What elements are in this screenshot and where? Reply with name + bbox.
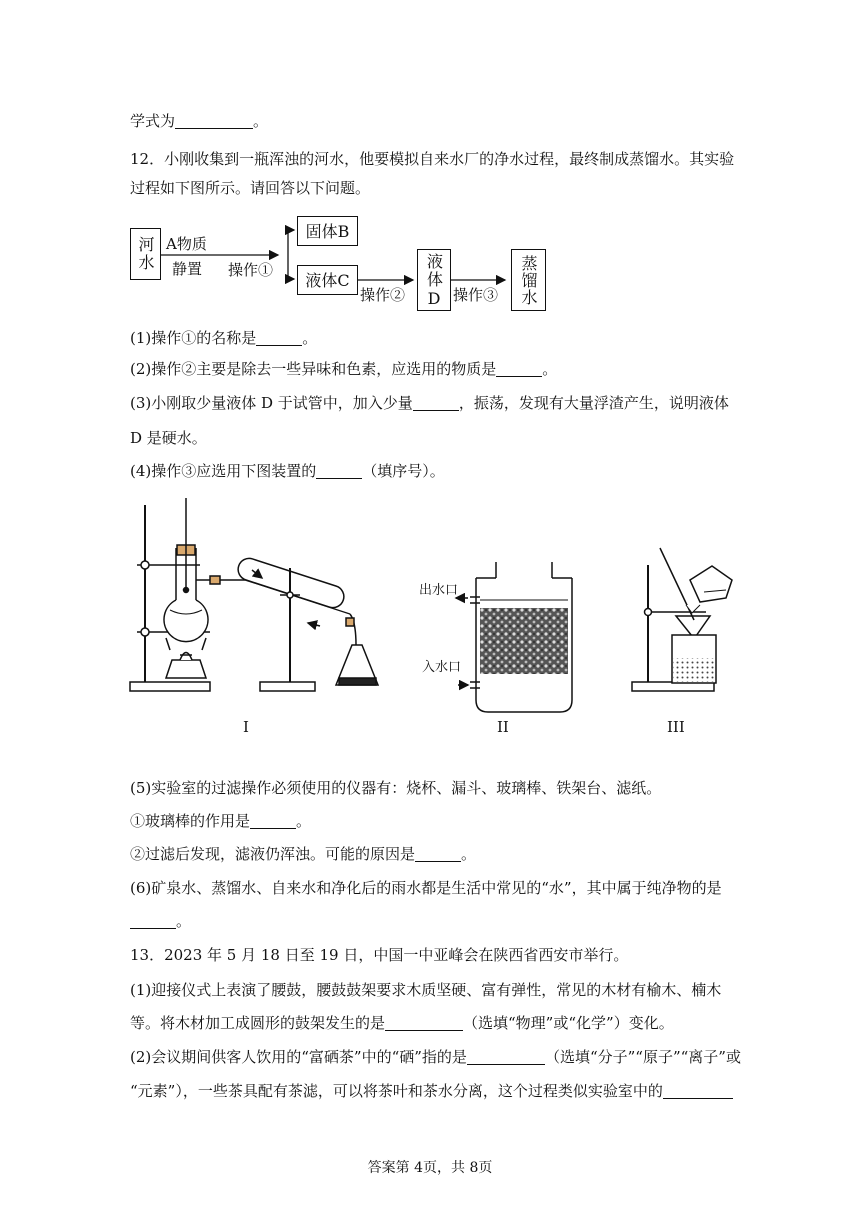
question-12-4: (4)操作③应选用下图装置的 （填序号）。 bbox=[130, 462, 445, 480]
filtration-apparatus bbox=[632, 548, 732, 691]
question-12-6: (6)矿泉水、蒸馏水、自来水和净化后的雨水都是生活中常见的“水”，其中属于纯净物的是 bbox=[130, 879, 722, 897]
question-12-2: (2)操作②主要是除去一些异味和色素，应选用的物质是 。 bbox=[130, 360, 558, 378]
question-13-1-cont: 等。将木材加工成圆形的鼓架发生的是 （选填“物理”或“化学”）变化。 bbox=[130, 1014, 674, 1032]
question-13-1: (1)迎接仪式上表演了腰鼓，腰鼓鼓架要求木质坚硬、富有弹性，常见的木材有榆木、楠木 bbox=[130, 981, 722, 999]
question-12-intro-cont: 过程如下图所示。请回答以下问题。 bbox=[130, 179, 371, 197]
question-13-2-cont: “元素”），一些茶具配有茶滤，可以将茶叶和茶水分离，这个过程类似实验室中的 bbox=[130, 1081, 733, 1101]
question-12-5: (5)实验室的过滤操作必须使用的仪器有：烧杯、漏斗、玻璃棒、铁架台、滤纸。 bbox=[130, 779, 662, 797]
answer-blank[interactable] bbox=[250, 813, 296, 829]
answer-blank[interactable] bbox=[415, 846, 461, 862]
box-liquid-c: 液体C bbox=[297, 265, 358, 295]
question-12-1: (1)操作①的名称是 。 bbox=[130, 329, 318, 347]
label-apparatus-3: III bbox=[667, 718, 685, 736]
page-footer: 答案第 4页，共 8页 bbox=[367, 1160, 493, 1176]
box-solid-b: 固体B bbox=[297, 216, 358, 246]
question-13-intro: 13．2023 年 5 月 18 日至 19 日，中国一中亚峰会在陕西省西安市举行。 bbox=[130, 946, 629, 964]
label-inlet: 入水口 bbox=[422, 660, 462, 675]
question-12-intro: 12．小刚收集到一瓶浑浊的河水，他要模拟自来水厂的净水过程，最终制成蒸馏水。其实验 bbox=[130, 150, 735, 168]
distillation-apparatus bbox=[130, 498, 378, 691]
label-op1: 操作① bbox=[228, 261, 274, 279]
label-a-substance: A物质 bbox=[166, 235, 207, 253]
answer-blank[interactable] bbox=[467, 1049, 545, 1065]
box-liquid-d: 液体 D bbox=[417, 249, 451, 311]
label-op2: 操作② bbox=[360, 286, 406, 304]
question-12-5-2: ②过滤后发现，滤液仍浑浊。可能的原因是 。 bbox=[130, 845, 477, 863]
text-line-formula: 学式为 。 bbox=[130, 112, 269, 130]
label-apparatus-2: II bbox=[497, 718, 509, 736]
answer-blank[interactable] bbox=[130, 913, 176, 929]
question-13-2: (2)会议期间供客人饮用的“富硒茶”中的“硒”指的是 （选填“分子”“原子”“离子”或 bbox=[130, 1048, 741, 1066]
label-outlet: 出水口 bbox=[419, 583, 459, 598]
question-12-6-cont: 。 bbox=[130, 911, 191, 931]
question-12-3-cont: D 是硬水。 bbox=[130, 429, 207, 447]
question-12-5-1: ①玻璃棒的作用是 。 bbox=[130, 812, 312, 830]
answer-blank[interactable] bbox=[385, 1015, 463, 1031]
question-12-3: (3)小刚取少量液体 D 于试管中，加入少量 ，振荡，发现有大量浮渣产生，说明液体 bbox=[130, 394, 729, 412]
label-apparatus-1: I bbox=[243, 718, 249, 736]
box-river-water: 河水 bbox=[130, 228, 161, 280]
answer-blank[interactable] bbox=[663, 1083, 733, 1099]
box-distilled-water: 蒸馏水 bbox=[511, 249, 546, 311]
label-op3: 操作③ bbox=[453, 286, 499, 304]
label-settle: 静置 bbox=[172, 260, 203, 278]
water-purifier-apparatus bbox=[456, 562, 572, 712]
